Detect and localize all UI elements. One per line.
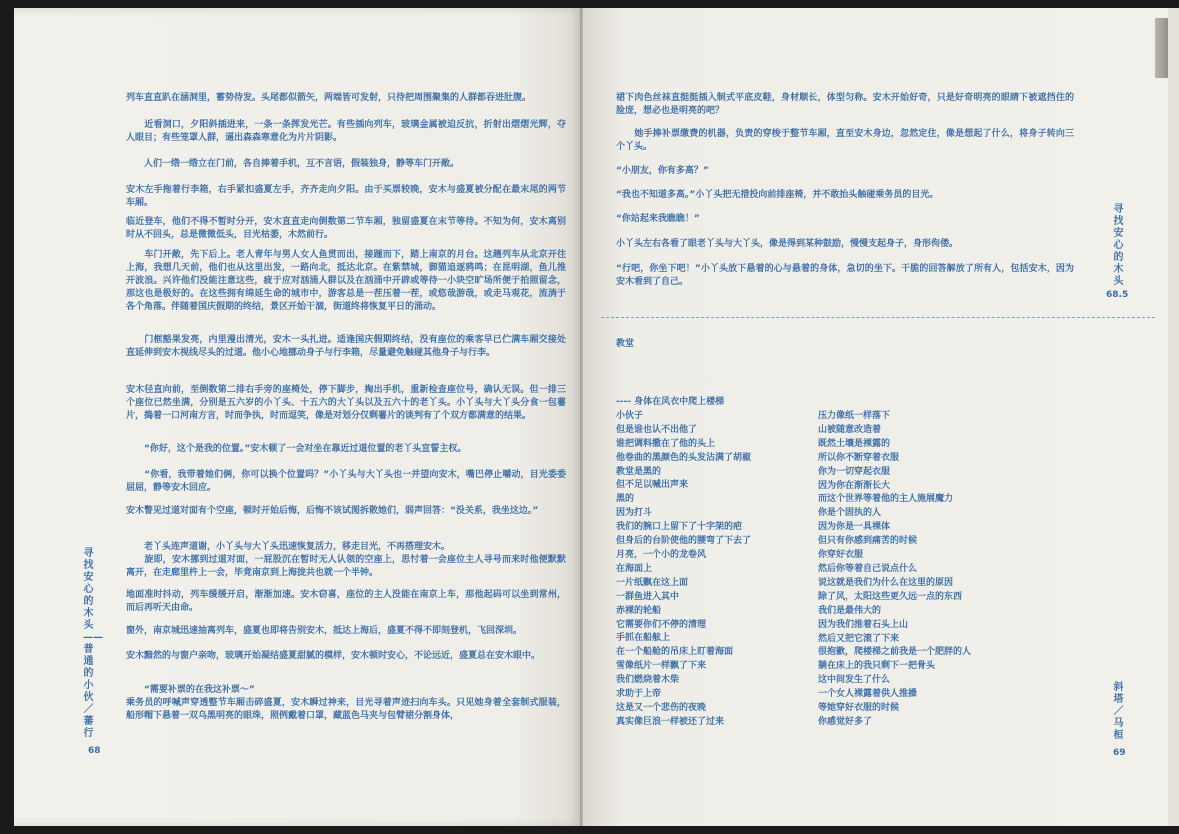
poem-line: 一群鱼进入其中	[616, 591, 680, 602]
poem-line: 在一个船舱的吊床上盯着海面	[616, 647, 734, 658]
poem-line: 我们的腕口上留下了十字架的疤	[616, 522, 743, 533]
paragraph: 窗外，南京城迅速抽离列车，盛夏也即将告别安木，抵达上海后，盛夏不得不即刻登机，飞回深圳。	[126, 626, 523, 636]
side-title-top: 寻找安心的木头	[1113, 204, 1124, 287]
poem-line: 在海面上	[616, 563, 653, 574]
poem-line: 但不足以喊出声来	[616, 480, 689, 491]
poem-line: 躺在床上的我只剩下一把骨头	[818, 661, 936, 672]
page-edge-mark	[1155, 18, 1169, 78]
poem-line: 月亮，一个小的龙卷风	[616, 549, 707, 560]
poem-line: 赤裸的轮船	[616, 605, 662, 616]
poem-line: 因为打斗	[616, 508, 653, 519]
poem-line: 手抓在船舷上	[616, 633, 671, 644]
poem-line: 雪像纸片一样飘了下来	[616, 661, 707, 672]
poem-line: 你是个固执的人	[818, 508, 882, 519]
paragraph: 安木径直向前，至倒数第二排右手旁的座椅处，停下脚步，掏出手机，重新检查座位号，确认无误。但一排三个座位已然坐满，分别是五六岁的小丫头、十五六的大丫头以及五六十的老丫头。小丫头与大丫头分食一包薯片，搗着一口河南方言，时而争执，时而逗笑，像是对划分仅剩薯片的谈判有了个双方都满意的结果。	[126, 385, 566, 421]
poem-line: 一个女人裸露着供人推搡	[818, 689, 918, 700]
paragraph: 列车直直趴在涵洞里，蓄势待发。头尾都似箭矢，两端皆可发射，只待把周围聚集的人群都吞进肚腹。	[126, 93, 532, 103]
poem-line: 谁把调料撒在了他的头上	[616, 438, 716, 449]
poem-line: 你穿好衣服	[818, 550, 864, 561]
poem-line: 因为我们推着石头上山	[818, 619, 909, 630]
side-title: 寻找安心的木头——普通的小伙／蕃行	[83, 548, 103, 739]
poem-line: 既然土壤是裸露的	[818, 438, 891, 449]
poem-line: ---- 身体在风衣中爬上楼梯	[616, 397, 725, 407]
paragraph: “小朋友，你有多高？”	[616, 166, 709, 176]
paragraph: 人们一绺一绺立在门前，各自捧着手机，互不言语，假装独身，静等车门开敞。	[126, 159, 460, 169]
poem-title: 教堂	[616, 339, 635, 349]
paragraph: 老丫头连声道谢，小丫头与大丫头迅速恢复活力，移走目光，不再搭理安木。 旋即，安木挪到过道对面，一屁股沉在暂时无人认领的空座上，思忖着一会座位主人寻号而来时他便默默离开，在走廊里杵上一会，毕竟南京到上海拢共也就一个半钟。	[126, 542, 566, 578]
poem-line: 我们燃烧着木柴	[616, 675, 680, 686]
left-page	[14, 8, 581, 826]
page-number: 68	[88, 746, 101, 756]
poem-line: 但身后的台阶使他的腰弯了下去了	[616, 536, 752, 547]
poem-line: 求助于上帝	[616, 689, 662, 700]
poem-line: 因为你是一具裸体	[818, 522, 891, 533]
poem-line: 真实像巨浪一样被还了过来	[616, 716, 725, 727]
poem-line: 我们是最伟大的	[818, 605, 882, 616]
paragraph: “你站起来我瞧瞧！”	[616, 214, 700, 224]
paragraph: 安木黯然的与窗户亲吻，玻璃开始凝结盛夏甜腻的模样，安木顿时安心，不论远近，盛夏总在安木眼中。	[126, 651, 541, 661]
poem-line: 等她穿好衣服的时候	[818, 703, 900, 714]
right-page	[583, 8, 1169, 826]
poem-line: 你为一切穿起衣服	[818, 466, 891, 477]
paragraph: “需要补票的在我这补票～” 乘务员的呼喊声穿透整节车厢击碎盛夏，安木瞬过神来，目光寻着声迹扫向车头。只见她身着全套制式服装，船形帽下悬着一双乌黑明亮的眼珠，照例戴着口罩，藏蓝色马夹与包臂裙分割身体，	[126, 685, 566, 721]
poem-line: 除了风，太阳这些更久远一点的东西	[818, 591, 963, 602]
poem-line: 你感觉好多了	[818, 716, 873, 727]
paragraph: 裙下肉色丝袜直挺挺插入制式平底皮鞋，身材顺长，体型匀称。安木开始好奇，只是好奇明亮的眼睛下被遮挡住的脸庞，想必也是明亮的吧？	[616, 93, 1074, 116]
poem-line: 很抱歉，爬楼梯之前我是一个肥胖的人	[818, 647, 972, 658]
poem-line: 它需要你们不停的清理	[616, 619, 707, 630]
poem-line: 小伙子	[616, 410, 644, 421]
poem-line: 然后你等着自己说点什么	[818, 563, 918, 574]
paragraph: “行吧，你坐下吧！”小丫头放下悬着的心与悬着的身体，急切的坐下。干脆的回答解放了所有人，包括安木，因为安木看到了自己。	[616, 264, 1074, 287]
page-number: 69	[1113, 748, 1126, 758]
poem-line: 但只有你感到痛苦的时候	[818, 536, 918, 547]
poem-column-right	[818, 410, 971, 730]
poem-line: 山被随意改造着	[818, 424, 882, 435]
poem-column-left	[616, 396, 751, 730]
paragraph: 临近登车，他们不得不暂时分开，安木直直走向倒数第二节车厢，独留盛夏在末节等待。不知为何，安木离别时从不回头，总是微微低头，目光枯萎，木然前行。	[126, 217, 566, 240]
side-title-bottom: 斜塔／马桓	[1113, 682, 1124, 741]
poem-line: 因为你在渐渐长大	[818, 480, 891, 491]
poem-line: 教堂是黑的	[616, 466, 662, 477]
poem-line: 这中间发生了什么	[818, 675, 891, 686]
poem-line: 黑的	[616, 494, 635, 505]
poem-line: 这是又一个悲伤的夜晚	[616, 702, 707, 713]
poem-line: 他卷曲的黑颜色的头发沾满了胡椒	[616, 452, 752, 463]
section-number: 68.5	[1106, 290, 1129, 300]
poem-line: 一片纸飘在这上面	[616, 577, 689, 588]
paragraph: “你看，我带着她们俩，你可以换个位置吗？”小丫头与大丫头也一并望向安木，嘴巴停止嚼动，目光委委屈屈，静等安木回应。	[126, 470, 566, 493]
paragraph: “我也不知道多高。”小丫头把无措投向前排座椅，并不敢抬头触碰乘务员的目光。	[616, 190, 939, 200]
paragraph: 小丫头左右各看了眼老丫头与大丫头，像是得到某种鼓励，慢慢支起身子，身形佝偻。	[616, 239, 959, 249]
poem-line: 然后又把它滚了下来	[818, 633, 900, 644]
poem-line: 但是谁也认不出他了	[616, 424, 698, 435]
poem-line: 而这个世界等着他的主人施展魔力	[818, 494, 954, 505]
poem-line: 压力像纸一样落下	[818, 411, 891, 421]
paragraph: 地面准时抖动，列车缓缓开启，渐渐加速。安木窃喜，座位的主人没能在南京上车，那他起码可以坐到常州，而后再听天由命。	[126, 590, 566, 613]
paragraph: 安木左手拖着行李箱，右手紧扣盛夏左手，齐齐走向夕阳。由于买票较晚，安木与盛夏被分配在最末尾的两节车厢。	[126, 185, 566, 208]
right-margin	[1168, 8, 1179, 826]
paragraph: 门框豁果发亮，内里漫出清光，安木一头扎进。适逢国庆假期终结，没有座位的乘客早已伫满车厢交接处直延伸到安木视线尽头的过道。他小心地挪动身子与行李箱，尽量避免触碰其他身子与行李。	[126, 335, 566, 358]
section-divider	[601, 317, 1155, 318]
paragraph: 安木瞥见过道对面有个空座，顿时开始后悔，后悔不该试图拆散她们，弱声回答：“没关系，我坐这边。”	[126, 506, 539, 516]
paragraph: 近看洞口，夕阳斜插进来，一条一条挥发光芒。有些插向列车，玻璃金属被迫反抗，折射出熠熠光辉，夺人眼目；有些笼罩人群，逼出森森寒意化为片片阴影。	[126, 120, 566, 143]
poem-line: 说这就是我们为什么在这里的原因	[818, 577, 954, 588]
poem-line: 所以你不断穿着衣服	[818, 452, 900, 463]
paragraph: 车门开敞，先下后上。老人青年与男人女人鱼贯而出，接踵而下，踏上南京的月台。这趟列车从北京开往上海，我想几天前，他们也从这里出发，一路向北，抵达北京。在紫禁城，御猫追逐鸦鸣；在昆明湖，鱼儿推开波浪。兴许他们没能注意这些，疲于应对汹涌人群以及在汹涌中开辟或等待一小块空旷场所便于拍照留念，那这也是极好的。在这些拥有绵延生命的城市中，游客总是一茬压着一茬，或悠哉游哉，或走马观花，流淌于各个角落。伴随着国庆假期的终结，景区开始干涸，街道终将恢复平日的涌动。	[126, 250, 566, 312]
paragraph: 她手捧补票缴费的机器，负责的穿梭于整节车厢，直至安木身边，忽然定住，像是想起了什么，将身子转向三个丫头。	[616, 129, 1074, 152]
paragraph: “你好，这个是我的位置。”安木顿了一会对坐在靠近过道位置的老丫头宣誓主权。	[126, 444, 467, 454]
